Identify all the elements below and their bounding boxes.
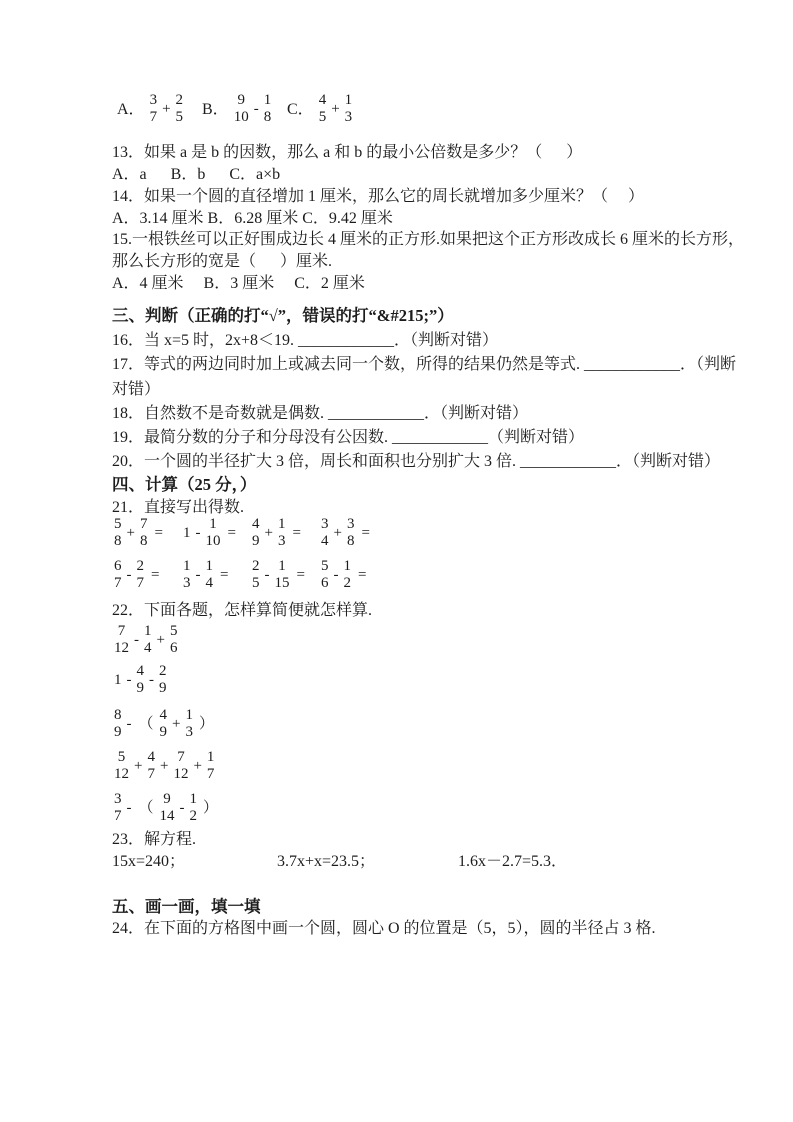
fraction-denominator: 3 [185,724,193,740]
fraction [112,792,124,824]
expression [112,708,218,740]
calculation-item [250,517,319,549]
operator: - [179,799,185,816]
operator: + [162,100,171,117]
fraction [158,708,170,740]
operator: - [195,566,201,583]
q23-equation-3: 1.6x－2.7=5.3． [458,853,568,870]
fraction-numerator: 7 [177,749,185,765]
parenthesis: ） [203,799,219,816]
expression [112,750,216,782]
q22-expression-2 [112,664,169,696]
fraction-numerator: 4 [318,92,327,108]
fraction-denominator: 10 [205,533,221,549]
fraction-numerator: 7 [117,623,126,639]
calculation-item [181,517,250,549]
q22-expression-4 [112,746,216,782]
fraction-numerator: 1 [189,791,198,807]
fraction-numerator: 2 [175,92,184,108]
fraction-numerator: 1 [183,558,191,574]
q14-options: A．3.14 厘米 B．6.28 厘米 C．9.42 厘米 [112,210,393,227]
fraction [138,517,150,549]
operator: + [172,715,181,732]
fraction-numerator: 5 [114,516,122,532]
option-label: C． [287,100,314,118]
fraction [174,93,186,125]
fraction-denominator: 7 [149,109,158,125]
q22-expression-1 [112,620,179,656]
fraction-numerator: 3 [346,516,355,532]
fraction [112,517,124,549]
parenthesis: ） [198,715,214,732]
fraction-numerator: 5 [117,749,126,765]
q22-expression-5 [112,788,222,824]
fraction-numerator: 1 [278,558,286,574]
judge-q17-line1: 17．等式的两边同时加上或减去同一个数，所得的结果仍然是等式. ____________．（判断 [112,356,737,373]
fraction-denominator: 9 [136,680,144,696]
fraction [157,664,169,696]
expression [317,93,354,125]
parenthesis: （ [138,715,154,732]
fraction [183,708,195,740]
fraction-denominator: 15 [274,575,290,591]
equals-sign: = [292,524,301,541]
fraction-numerator: 9 [237,92,245,108]
section5-heading: 五、画一画，填一填 [112,897,261,916]
equals-sign: = [151,566,160,583]
fraction-denominator: 8 [346,533,355,549]
fraction [319,517,331,549]
equals-sign: = [154,524,163,541]
operator: - [253,100,259,117]
equals-sign: = [227,524,236,541]
fraction-numerator: 4 [147,749,155,765]
option-label: B． [202,100,229,118]
fraction-denominator: 9 [114,724,122,740]
fraction-denominator: 5 [318,109,327,125]
calculation-item [112,517,181,549]
fraction [345,517,357,549]
option-label: A． [117,100,145,118]
fraction-numerator: 1 [277,516,286,532]
fraction [319,559,331,591]
fraction-denominator: 7 [114,575,122,591]
operator: + [331,100,340,117]
operator: - [149,671,154,688]
equals-sign: = [296,566,305,583]
fraction-denominator: 4 [321,533,329,549]
calculation-item [319,517,388,549]
whole-number: 1 [183,524,191,541]
expression [319,559,368,591]
fraction [171,750,190,782]
fraction-denominator: 9 [159,724,168,740]
expression [112,664,169,696]
operator: - [126,671,132,688]
fraction-numerator: 6 [114,558,122,574]
fraction [204,517,223,549]
fraction-numerator: 4 [136,663,144,679]
fraction-denominator: 7 [206,766,215,782]
fraction [142,624,154,656]
fraction [273,559,292,591]
fraction [158,792,177,824]
equals-sign: = [358,566,367,583]
operator: + [134,757,143,774]
judge-q17-line2: 对错） [112,381,161,398]
q12-option [287,93,372,125]
q24-text: 24．在下面的方格图中画一个圆，圆心 O 的位置是（5，5），圆的半径占 3 格. [112,920,656,937]
q13-text: 13．如果 a 是 b 的因数，那么 a 和 b 的最小公倍数是多少？（ ） [112,144,583,161]
expression [250,559,307,591]
fraction-numerator: 5 [321,558,329,574]
operator: - [134,631,139,648]
q15-text-line1: 15.一根铁丝可以正好围成边长 4 厘米的正方形.如果把这个正方形改成长 6 厘米的长方形， [112,231,745,248]
fraction [181,559,193,591]
operator: + [156,631,165,648]
fraction-denominator: 4 [144,640,152,656]
fraction-denominator: 12 [173,766,189,782]
fraction-numerator: 8 [114,707,122,723]
fraction [135,559,147,591]
expression [232,93,274,125]
fraction-numerator: 2 [159,663,167,679]
expression [112,624,179,656]
expression [319,517,372,549]
fraction-numerator: 1 [344,92,353,108]
fraction-numerator: 4 [159,707,168,723]
expression [112,517,165,549]
fraction-denominator: 8 [139,533,148,549]
fraction-numerator: 1 [185,707,193,723]
fraction-numerator: 1 [209,516,217,532]
fraction-numerator: 4 [252,516,260,532]
fraction-numerator: 1 [144,623,152,639]
fraction-numerator: 2 [136,558,144,574]
expression [181,517,238,549]
fraction-numerator: 2 [252,558,260,574]
operator: - [126,566,132,583]
equals-sign: = [361,524,370,541]
fraction-denominator: 10 [233,109,249,125]
fraction [148,93,160,125]
expression [112,559,161,591]
fraction-denominator: 6 [169,640,178,656]
judge-q18: 18．自然数不是奇数就是偶数. ____________．（判断对错） [112,405,529,422]
calculation-item [181,559,250,591]
fraction [112,624,131,656]
fraction [135,664,147,696]
calculation-item [319,559,388,591]
q12-option [202,93,287,125]
q23-label: 23．解方程. [112,831,197,848]
fraction [343,93,355,125]
expression [112,792,222,824]
fraction-numerator: 3 [321,516,329,532]
fraction [112,559,124,591]
q23-equation-2: 3.7x+x=23.5； [277,853,376,870]
fraction [145,750,157,782]
operator: + [333,524,342,541]
fraction [112,750,131,782]
fraction-denominator: 12 [114,640,129,656]
q22-expression-3 [112,704,218,740]
q21-calculation-row-1 [112,517,388,549]
operator: + [126,524,135,541]
fraction [168,624,180,656]
operator: + [264,524,273,541]
fraction-denominator: 5 [175,109,184,125]
q15-text-line2: 那么长方形的宽是（ ）厘米. [112,253,333,270]
fraction-denominator: 7 [136,575,144,591]
expression [250,517,303,549]
calculation-item [112,559,181,591]
expression [148,93,185,125]
fraction-denominator: 3 [277,533,286,549]
fraction-denominator: 8 [263,109,272,125]
fraction [276,517,288,549]
fraction-denominator: 2 [343,575,351,591]
fraction-numerator: 1 [343,558,351,574]
fraction-numerator: 3 [149,92,158,108]
fraction-denominator: 9 [159,680,167,696]
operator: - [126,715,132,732]
operator: - [126,799,132,816]
q21-label: 21．直接写出得数. [112,499,245,516]
fraction [342,559,354,591]
fraction [250,559,262,591]
fraction-denominator: 7 [147,766,155,782]
fraction-denominator: 2 [189,808,198,824]
fraction-denominator: 6 [321,575,329,591]
section3-heading: 三、判断（正确的打“√”，错误的打“&#215;”） [112,306,454,325]
operator: + [159,757,169,774]
fraction-numerator: 3 [114,791,122,807]
judge-q20: 20．一个圆的半径扩大 3 倍，周长和面积也分别扩大 3 倍. ____________．（判断对错） [112,453,721,470]
fraction-denominator: 8 [114,533,122,549]
fraction [232,93,251,125]
fraction-denominator: 9 [252,533,260,549]
fraction-numerator: 1 [206,749,215,765]
q23-equation-1: 15x=240； [112,853,186,870]
fraction [317,93,329,125]
fraction-numerator: 1 [263,92,272,108]
q12-option [117,93,202,125]
calculation-item [250,559,319,591]
fraction [204,559,216,591]
fraction [188,792,200,824]
fraction [250,517,262,549]
fraction-denominator: 7 [114,808,122,824]
whole-number: 1 [114,671,122,688]
fraction-numerator: 1 [205,558,213,574]
fraction-denominator: 5 [252,575,260,591]
equals-sign: = [220,566,229,583]
q12-options-row [117,93,372,125]
fraction-denominator: 3 [344,109,353,125]
fraction-denominator: 14 [159,808,175,824]
parenthesis: （ [138,799,154,816]
q21-calculation-row-2 [112,559,388,591]
judge-q16: 16．当 x=5 时，2x+8＜19. ____________．（判断对错） [112,332,499,349]
fraction [112,708,124,740]
operator: - [195,524,201,541]
fraction-numerator: 5 [169,623,178,639]
fraction-numerator: 9 [163,791,171,807]
operator: - [333,566,339,583]
fraction-numerator: 7 [139,516,148,532]
fraction-denominator: 4 [205,575,213,591]
expression [181,559,230,591]
fraction [205,750,217,782]
q22-label: 22．下面各题，怎样算简便就怎样算. [112,602,373,619]
section4-heading: 四、计算（25 分，） [112,475,257,494]
q13-options: A．a B．b C．a×b [112,166,281,183]
q15-options: A．4 厘米 B．3 厘米 C．2 厘米 [112,275,365,292]
judge-q19: 19．最简分数的分子和分母没有公因数. ____________（判断对错） [112,429,585,446]
operator: - [264,566,270,583]
fraction-denominator: 3 [183,575,191,591]
fraction [262,93,274,125]
operator: + [193,757,202,774]
fraction-denominator: 12 [114,766,129,782]
q14-text: 14．如果一个圆的直径增加 1 厘米，那么它的周长就增加多少厘米？（ ） [112,188,645,205]
